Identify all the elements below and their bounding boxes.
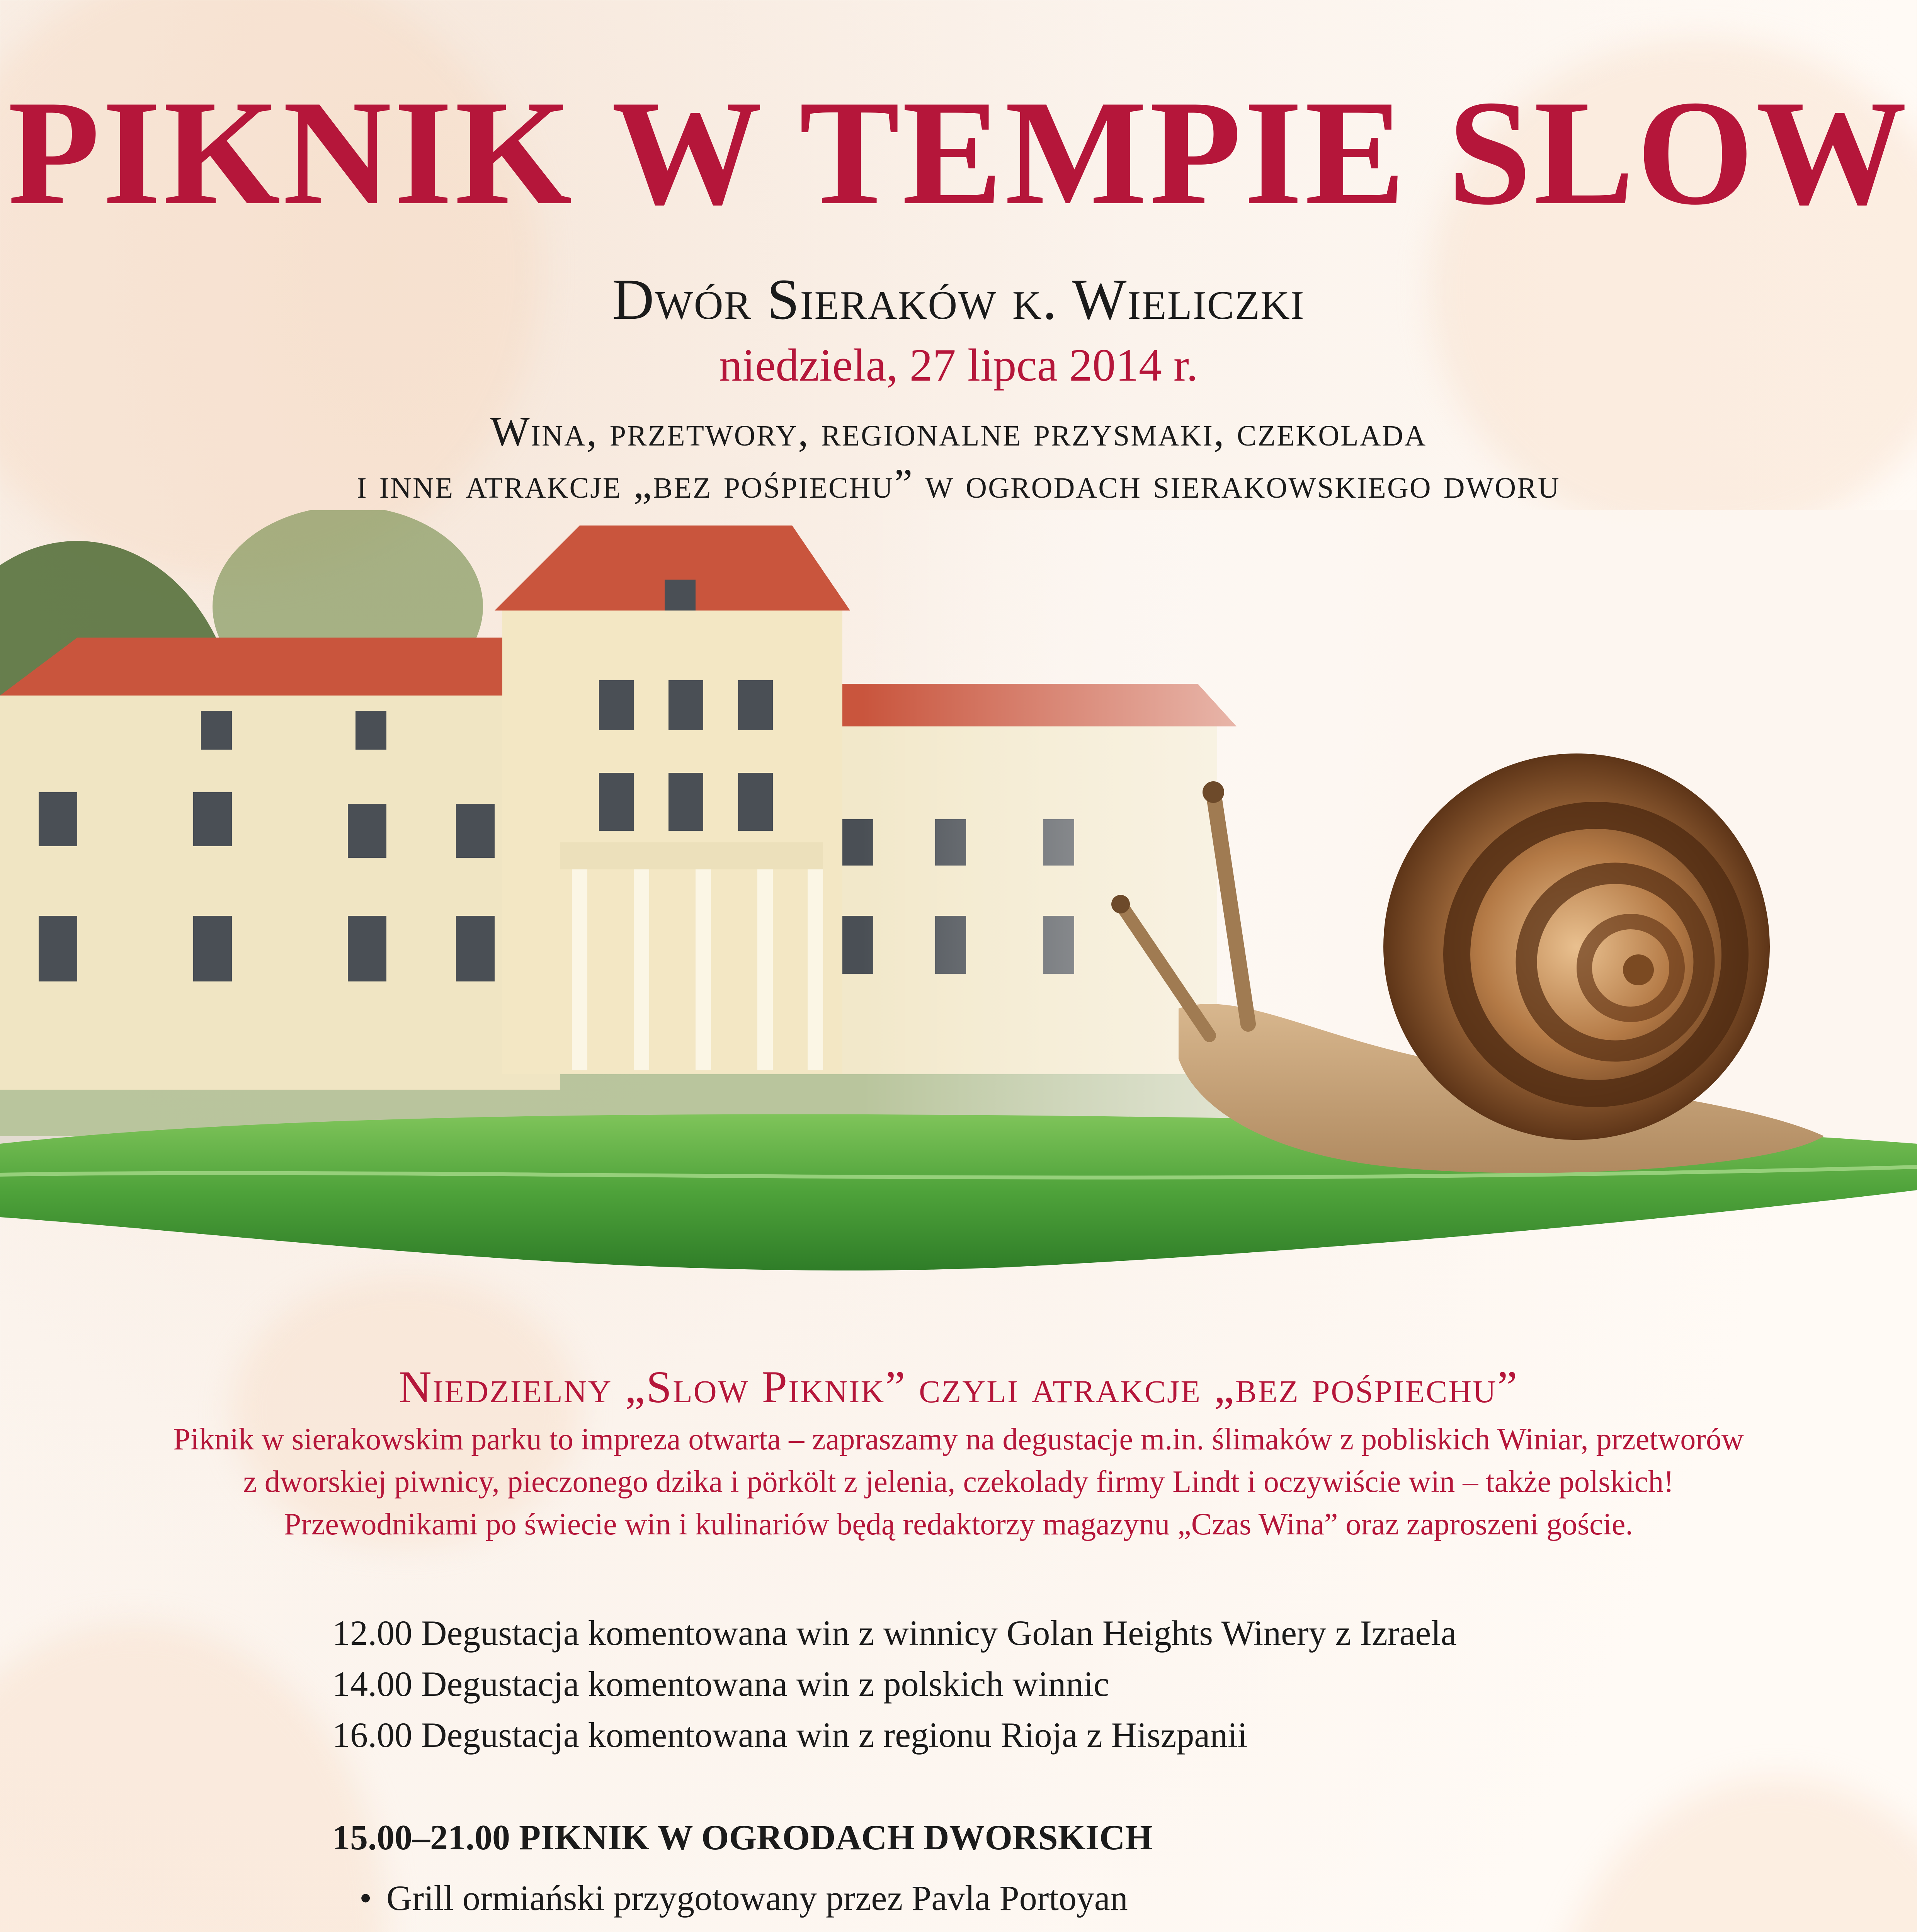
bullet-icon: •: [359, 1878, 372, 1918]
bullet-icon: [359, 1926, 386, 1932]
manor-house-and-snail-illustration: [0, 510, 1917, 1302]
intro-paragraph: [77, 1418, 1840, 1546]
list-item: [359, 1926, 1750, 1932]
schedule-item: 12.00 Degustacja komentowana win z winnicy Golan Heights Winery z Izraela: [332, 1613, 1457, 1653]
intro-line-3: Przewodnikami po świecie win i kulinariów będą redaktorzy magazynu „Czas Wina” oraz zaproszeni goście.: [284, 1507, 1633, 1541]
intro-line-1: Piknik w sierakowskim parku to impreza otwarta – zapraszamy na degustacje m.in. ślimaków z pobliskich Winiar, przetworów: [173, 1422, 1744, 1456]
tasting-schedule: [332, 1607, 1646, 1760]
event-date: niedziela, 27 lipca 2014 r.: [719, 339, 1198, 391]
page-title: PIKNIK W TEMPIE SLOW: [8, 69, 1909, 236]
background-bokeh: [0, 1623, 386, 1932]
subtitle-line-1: Wina, przetwory, regionalne przysmaki, czekolada: [490, 409, 1427, 455]
schedule-item: 14.00 Degustacja komentowana win z polskich winnic: [332, 1664, 1109, 1704]
picnic-title: 15.00–21.00 PIKNIK W OGRODACH DWORSKICH: [332, 1818, 1153, 1857]
schedule-item: 16.00 Degustacja komentowana win z regionu Rioja z Hiszpanii: [332, 1715, 1248, 1755]
list-item: [359, 1870, 1750, 1926]
section-title-slow-piknik: Niedzielny „Slow Piknik” czyli atrakcje „bez pośpiechu”: [398, 1362, 1519, 1412]
intro-line-2: z dworskiej piwnicy, pieczonego dzika i pörkölt z jelenia, czekolady firmy Lindt i oczywiście win – także polskich!: [243, 1465, 1674, 1499]
venue-name: Dwór Sieraków k. Wieliczki: [612, 267, 1305, 332]
subtitle-line-2: i inne atrakcje „bez pośpiechu” w ogrodach sierakowskiego dworu: [357, 461, 1560, 507]
list-item-text: Grill ormiański przygotowany przez Pavla Portoyan: [386, 1878, 1128, 1918]
picnic-attractions-list: [359, 1870, 1750, 1932]
event-subtitle: [0, 406, 1917, 510]
